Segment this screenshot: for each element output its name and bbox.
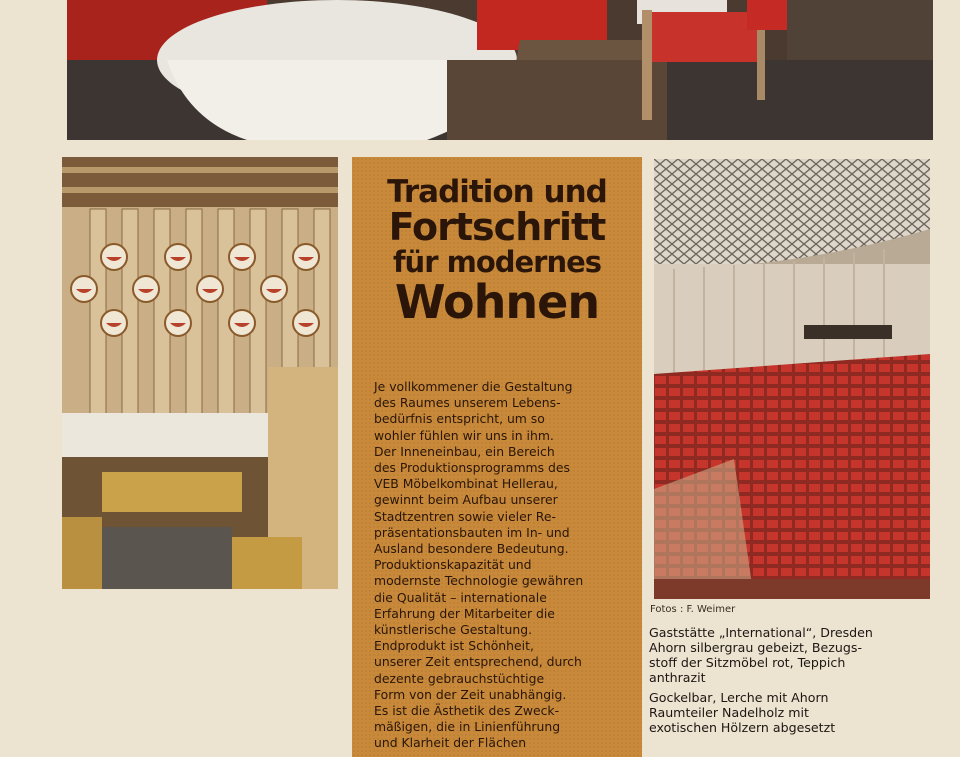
caption-line: Ahorn silbergrau gebeizt, Bezugs- [649,640,862,655]
body-line: künstlerische Gestaltung. [374,622,533,638]
body-line: präsentationsbauten im In- und [374,524,570,540]
body-line: mäßigen, die in Linienführung [374,719,561,735]
body-line: Ausland besondere Bedeutung. [374,541,569,557]
caption-line: stoff der Sitzmöbel rot, Teppich [649,655,846,670]
headline-line: Tradition und [387,174,607,210]
body-line: Produktionskapazität und [374,557,532,573]
restaurant-photo [67,0,933,140]
article-headline [352,174,642,329]
body-line: bedürfnis entspricht, um so [374,411,545,427]
body-line: Endprodukt ist Schönheit, [374,638,534,654]
article-panel [352,157,642,757]
body-line: Erfahrung der Mitarbeiter die [374,605,555,621]
photo-credit: Fotos : F. Weimer [650,604,736,615]
body-line: dezente gebrauchstüchtige [374,670,545,686]
body-line: wohler fühlen wir uns in ihm. [374,427,554,443]
body-line: Stadtzentren sowie vieler Re- [374,508,556,524]
caption-line: Gaststätte „International“, Dresden [649,625,873,640]
caption-line: Raumteiler Nadelholz mit [649,705,809,720]
body-line: VEB Möbelkombinat Hellerau, [374,476,558,492]
headline-line: für modernes [392,245,602,279]
body-line: des Produktionsprogramms des [374,460,570,476]
caption-line: exotischen Hölzern abgesetzt [649,720,836,735]
body-line: gewinnt beim Aufbau unserer [374,492,558,508]
body-line: des Raumes unserem Lebens- [374,395,561,411]
auditorium-photo [654,159,930,599]
photo-captions [649,625,919,740]
body-line: und Klarheit der Flächen [374,735,527,751]
caption-line: anthrazit [649,670,706,685]
headline-line: Wohnen [394,275,600,329]
body-line: Der Inneneinbau, ein Bereich [374,443,555,459]
body-line: modernste Technologie gewähren [374,573,584,589]
caption [649,625,919,685]
article-body [374,379,634,752]
body-line: Form von der Zeit unabhängig. [374,686,567,702]
bar-photo [62,157,338,589]
body-line: die Qualität – internationale [374,589,547,605]
body-line: Je vollkommener die Gestaltung [374,379,573,394]
caption [649,690,919,735]
body-line: Es ist die Ästhetik des Zweck- [374,703,560,719]
caption-line: Gockelbar, Lerche mit Ahorn [649,690,829,705]
headline-line: Fortschritt [388,205,606,249]
body-line: unserer Zeit entsprechend, durch [374,654,582,670]
